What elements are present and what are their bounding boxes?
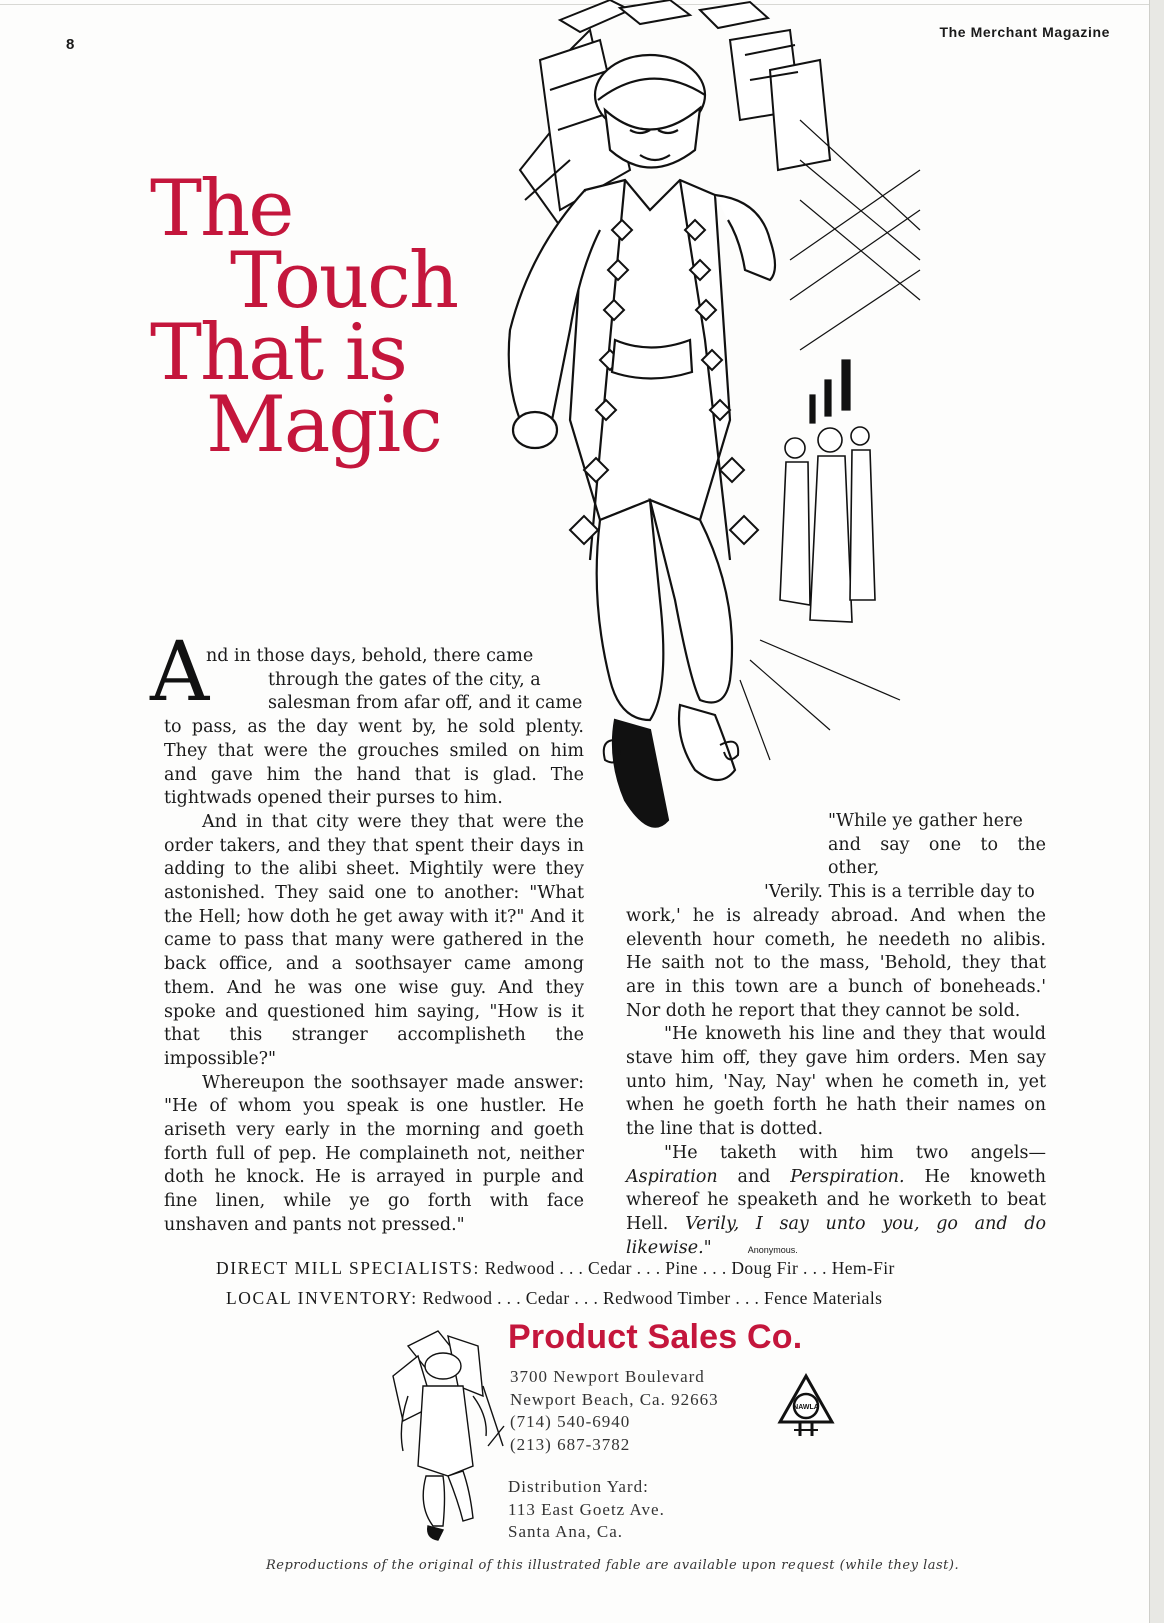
and-text: and bbox=[717, 1166, 791, 1187]
closing-text: Verily, I say unto you, go and do likewise." bbox=[626, 1213, 1046, 1258]
ad-line-local-inventory bbox=[226, 1288, 882, 1309]
reproductions-note: Reproductions of the original of this illustrated fable are available upon request (while they last). bbox=[266, 1558, 960, 1573]
direct-mill-label: DIRECT MILL SPECIALISTS: bbox=[216, 1258, 480, 1278]
company-address bbox=[510, 1366, 719, 1456]
attribution: Anonymous. bbox=[747, 1244, 798, 1255]
phone-2: (213) 687-3782 bbox=[510, 1434, 631, 1454]
title-line-4: Magic bbox=[206, 380, 441, 470]
address-line-2: Newport Beach, Ca. 92663 bbox=[510, 1389, 719, 1409]
article-title bbox=[150, 164, 490, 470]
local-inventory-items: Redwood . . . Cedar . . . Redwood Timber . . . Fence Materials bbox=[422, 1288, 883, 1308]
yard-address-1: 113 East Goetz Ave. bbox=[508, 1499, 665, 1519]
direct-mill-items: Redwood . . . Cedar . . . Pine . . . Doug Fir . . . Hem-Fir bbox=[484, 1258, 895, 1278]
opening-line-1: nd in those days, behold, there came bbox=[206, 646, 534, 666]
bystanders bbox=[780, 427, 875, 622]
article-column-right bbox=[626, 810, 1046, 1262]
paragraph-2: And in that city were they that were the order takers, and they that spent their days in adding to the alibi sheet. Mightily were they astonished. They said one to another: "What the Hell; how doth he get away with it?" And it came to pass that many were gathered in the back office, and a soothsayer came among them. And he was one wise guy. And they spoke and questioned him saying, "How is it that this stranger accomplisheth the impossible?" bbox=[164, 811, 584, 1069]
paragraph-1-rest: to pass, as the day went by, he sold plenty. They that were the grouches smiled on him and gave him the hand that is glad. The tightwads opened their purses to him. bbox=[164, 717, 584, 809]
address-line-1: 3700 Newport Boulevard bbox=[510, 1367, 705, 1386]
knoweth-text: He knoweth whereof he speaketh and he worketh to beat Hell. bbox=[626, 1166, 1046, 1234]
distribution-yard bbox=[508, 1476, 665, 1544]
article-column-left bbox=[164, 645, 584, 1238]
opening-line-2: through the gates of the city, a bbox=[268, 669, 541, 690]
drop-cap-letter: A bbox=[150, 625, 210, 720]
salesman-small-illustration bbox=[388, 1326, 506, 1542]
angels-text: "He taketh with him two angels— bbox=[664, 1142, 1046, 1163]
right-line-3: 'Verily. This is a terrible day to bbox=[764, 882, 1035, 903]
nawla-logo-text: NAWLA bbox=[793, 1404, 819, 1411]
opening-line-3: salesman from afar off, and it came bbox=[268, 693, 583, 714]
magazine-title: The Merchant Magazine bbox=[939, 24, 1110, 40]
phone-1: (714) 540-6940 bbox=[510, 1412, 631, 1431]
ad-line-direct-mill bbox=[216, 1258, 895, 1279]
right-paragraph-2: "He knoweth his line and they that would stave him off, they gave him orders. Men say unto him, 'Nay, Nay' when he cometh in, yet when he goeth forth he hath their names on the line that is dotted. bbox=[626, 1024, 1046, 1140]
aspiration-text: Aspiration bbox=[626, 1166, 718, 1187]
title-line-1: The bbox=[150, 164, 293, 254]
local-inventory-label: LOCAL INVENTORY: bbox=[226, 1288, 418, 1308]
title-line-2: Touch bbox=[230, 236, 458, 326]
paragraph-3: Whereupon the soothsayer made answer: "He of whom you speak is one hustler. He ariseth very early in the morning and goeth forth full of pep. He complaineth not, neither doth he knock. He is arrayed in purple and fine linen, while ye go forth with face unshaven and pants not pressed." bbox=[164, 1072, 584, 1235]
title-line-3: That is bbox=[150, 308, 406, 398]
perspiration-text: Perspiration. bbox=[790, 1166, 905, 1187]
page-number: 8 bbox=[66, 36, 75, 53]
yard-label: Distribution Yard: bbox=[508, 1477, 649, 1496]
right-line-2: and say one to the other, bbox=[828, 834, 1046, 879]
page-edge bbox=[1149, 0, 1164, 1623]
yard-address-2: Santa Ana, Ca. bbox=[508, 1522, 624, 1541]
right-paragraph-1-rest: work,' he is already abroad. And when the eleventh hour cometh, he needeth no alibis. He saith not to the mass, 'Behold, they that are in this town are a bunch of boneheads.' Nor doth he report that they cannot be sold. bbox=[626, 905, 1046, 1021]
company-name: Product Sales Co. bbox=[508, 1318, 803, 1356]
right-paragraph-3 bbox=[626, 1142, 1046, 1263]
nawla-logo bbox=[776, 1372, 836, 1438]
right-line-1: "While ye gather here bbox=[828, 811, 1023, 831]
